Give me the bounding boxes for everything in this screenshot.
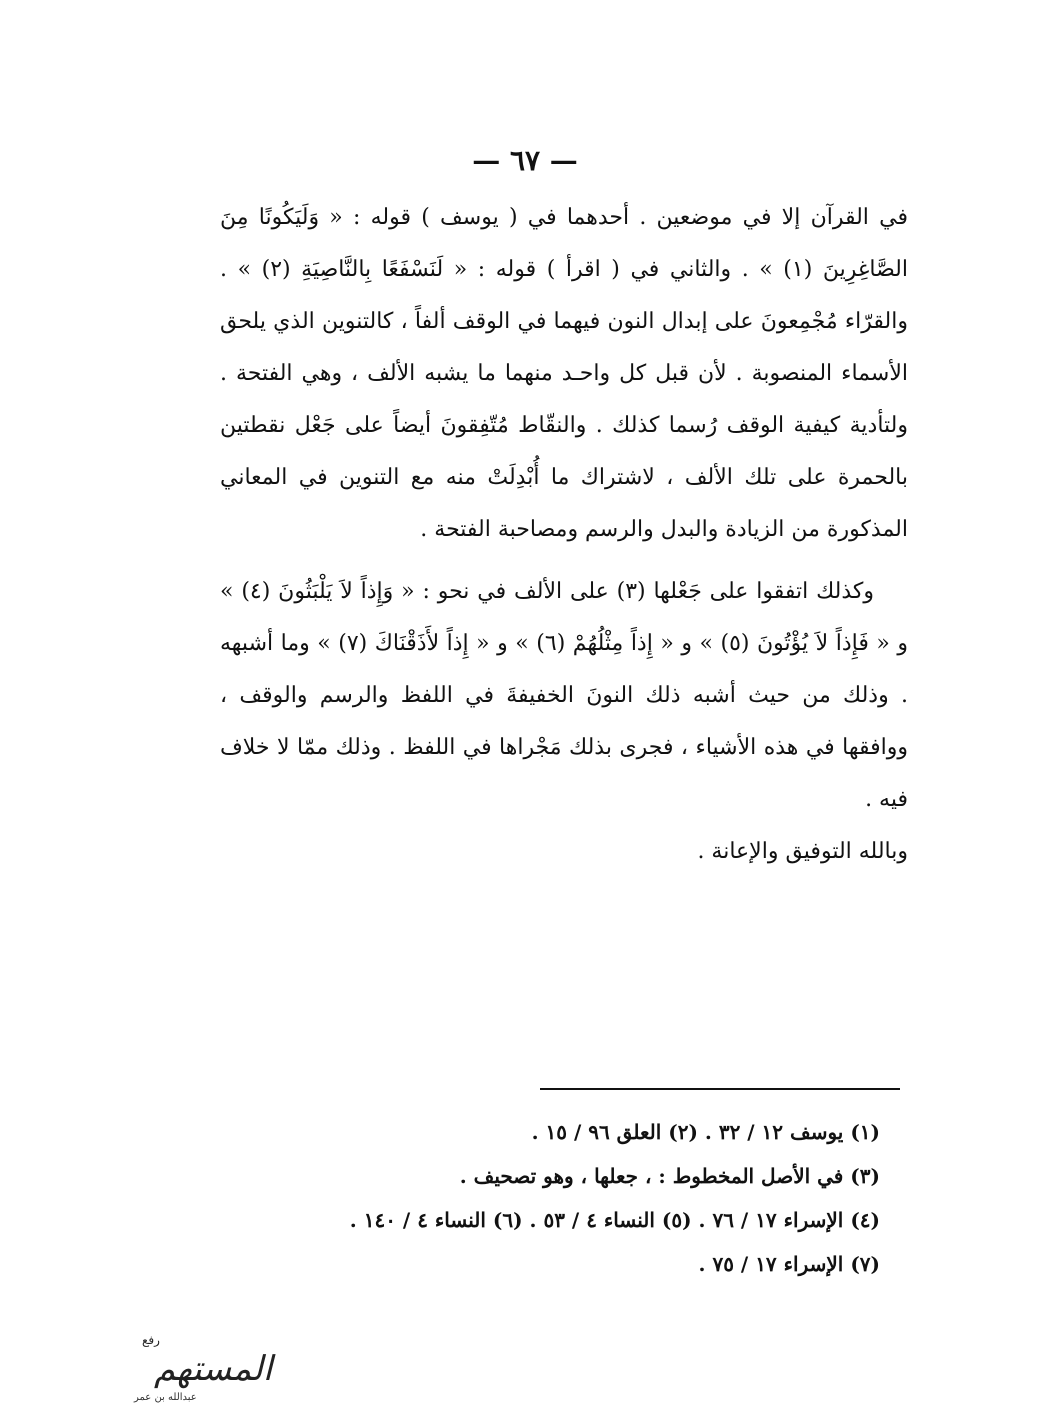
stamp-main-text: المستهم [154, 1349, 273, 1389]
paragraph-1: في القرآن إلا في موضعين . أحدهما في ( يوسف ) قوله : « وَلَيَكُونًا مِنَ الصَّاغِرِينَ (١) » . والثاني في ( اقرأ ) قوله : « لَنَسْفَعًا بِالنَّاصِيَةِ (٢) » . والقرّاء مُجْمِعونَ على إبدال النون فيهما في الوقف ألفاً ، كالتنوين الذي يلحق الأسماء المنصوبة . لأن قبل كل واحـد منهما ما يشبه الألف ، وهي الفتحة . ولتأدية كيفية الوقف رُسما كذلك . والنقّاط مُتّفِقونَ أيضاً على جَعْل نقطتين بالحمرة على تلك الألف ، لاشتراك ما أُبْدِلَتْ منه مع التنوين في المعاني المذكورة من الزيادة والبدل والرسم ومصاحبة الفتحة . [220, 205, 908, 542]
paragraph-2: وكذلك اتفقوا على جَعْلها (٣) على الألف في نحو : « وَإِذاً لاَ يَلْبَثُونَ (٤) » و « فَإِذاً لاَ يُؤْتُونَ (٥) » و « إِذاً مِثْلُهُمْ (٦) » و « إِذاً لأَذَقْنَاكَ (٧) » وما أشبهه . وذلك من حيث أشبه ذلك النونَ الخفيفةَ في اللفظ والرسم والوقف ، ووافقها في هذه الأشياء ، فجرى بذلك مَجْراها في اللفظ . وذلك ممّا لا خلاف فيه . [220, 579, 908, 812]
main-text [220, 192, 908, 878]
stamp-top-text: رفع [142, 1333, 160, 1347]
footnote-line-3: (٤) الإسراء ١٧ / ٧٦ . (٥) النساء ٤ / ٥٣ . (٦) النساء ٤ / ١٤٠ . [349, 1208, 880, 1232]
footnotes [210, 1110, 880, 1286]
stamp-sub-text: عبدالله بن عمر [134, 1392, 197, 1403]
publisher-stamp-logo [14, 1330, 273, 1410]
footnote-line-1: (١) يوسف ١٢ / ٣٢ . (٢) العلق ٩٦ / ١٥ . [531, 1120, 880, 1144]
footnote-divider [540, 1088, 900, 1090]
footnote-line-4: (٧) الإسراء ١٧ / ٧٥ . [698, 1252, 880, 1276]
footnote-line-2: (٣) في الأصل المخطوط : ، جعلها ، وهو تصحيف . [459, 1164, 880, 1188]
page-number: — ٦٧ — [472, 144, 578, 177]
paragraph-3: وبالله التوفيق والإعانة . [697, 839, 908, 864]
